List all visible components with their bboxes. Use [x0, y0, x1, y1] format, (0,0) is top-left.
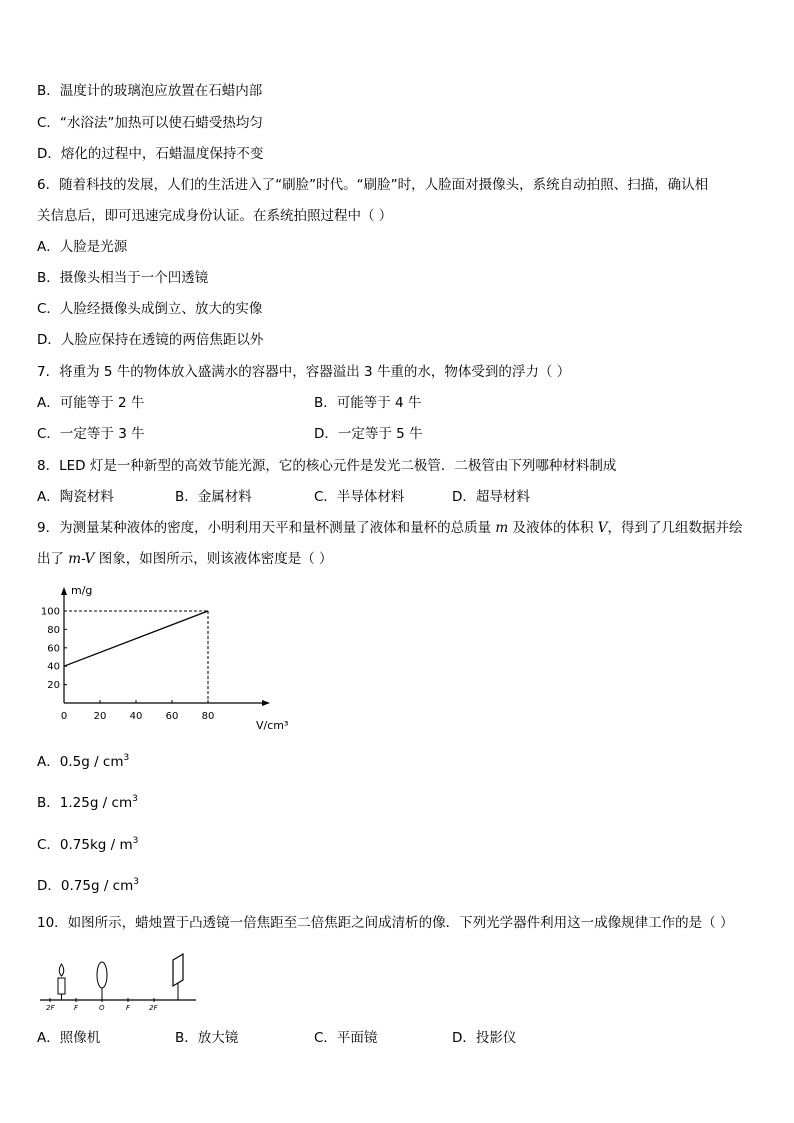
- q9-option-b: [37, 794, 138, 812]
- q9-option-d-text: D．0.75g / cm: [37, 878, 134, 894]
- x-tick-label: 20: [93, 711, 107, 722]
- q9-var-m: m: [495, 520, 509, 536]
- q9-var-mv: m-V: [68, 551, 95, 567]
- q6-stem-line2: 关信息后，即可迅速完成身份认证。在系统拍照过程中（ ）: [37, 208, 393, 224]
- superscript: 3: [123, 753, 130, 763]
- q7-option-c: C．一定等于 3 牛: [37, 426, 145, 442]
- q7-option-d: D．一定等于 5 牛: [314, 426, 423, 442]
- q6-stem-line1: 6．随着科技的发展，人们的生活进入了“刷脸”时代。“刷脸”时，人脸面对摄像头，系统自动拍照、扫描，确认相: [37, 177, 709, 193]
- q8-option-c: C．半导体材料: [314, 489, 405, 505]
- q10-option-a: A．照像机: [37, 1030, 101, 1046]
- q5-option-b: B．温度计的玻璃泡应放置在石蜡内部: [37, 83, 263, 99]
- x-tick-label: 80: [201, 711, 215, 722]
- label-f-left: F: [74, 1004, 79, 1012]
- superscript: 3: [132, 836, 139, 846]
- label-2f-left: 2F: [46, 1004, 55, 1012]
- q9-option-c-text: C．0.75kg / m: [37, 837, 133, 853]
- screen: [173, 954, 183, 986]
- q6-option-a: A．人脸是光源: [37, 239, 128, 255]
- y-axis-label: m/g: [71, 584, 93, 597]
- q7-option-a: A．可能等于 2 牛: [37, 395, 145, 411]
- q9-option-c: [37, 836, 138, 854]
- q9-text: 图象，如图所示，则该液体密度是（ ）: [94, 551, 333, 567]
- q5-option-c: C．“水浴法”加热可以使石蜡受热均匀: [37, 115, 263, 131]
- q9-text: 出了: [37, 551, 69, 567]
- q9-text: 及液体的体积: [508, 520, 598, 536]
- q6-option-d: D．人脸应保持在透镜的两倍焦距以外: [37, 332, 264, 348]
- q9-option-d: [37, 877, 139, 895]
- q9-text: ，得到了几组数据并绘: [607, 520, 743, 536]
- y-tick-label: 100: [40, 606, 60, 618]
- q7-stem: 7．将重为 5 牛的物体放入盛满水的容器中，容器溢出 3 牛重的水，物体受到的浮力（ ）: [37, 364, 571, 380]
- label-o: O: [99, 1004, 105, 1012]
- q5-option-d: D．熔化的过程中，石蜡温度保持不变: [37, 146, 264, 162]
- q6-option-c: C．人脸经摄像头成倒立、放大的实像: [37, 301, 263, 317]
- q9-text: 9．为测量某种液体的密度，小明利用天平和量杯测量了液体和量杯的总质量: [37, 520, 496, 536]
- q9-stem-line1: [37, 519, 743, 537]
- label-f-right: F: [126, 1004, 131, 1012]
- q10-option-d: D．投影仪: [452, 1030, 517, 1046]
- q8-option-b: B．金属材料: [175, 489, 252, 505]
- q9-option-a-text: A．0.5g / cm: [37, 754, 124, 770]
- convex-lens: [97, 962, 107, 988]
- q8-option-d: D．超导材料: [452, 489, 530, 505]
- x-axis-arrow: [262, 700, 270, 706]
- candle-flame: [59, 964, 64, 976]
- y-tick-label: 40: [47, 661, 60, 673]
- q9-var-v: V: [597, 520, 608, 536]
- candle-body: [58, 978, 65, 994]
- q9-stem-line2: [37, 550, 333, 568]
- y-axis-arrow: [61, 587, 67, 595]
- series-line: [64, 611, 208, 666]
- q8-option-a: A．陶瓷材料: [37, 489, 114, 505]
- x-axis-label: V/cm³: [256, 719, 289, 732]
- q8-stem: 8．LED 灯是一种新型的高效节能光源，它的核心元件是发光二极管．二极管由下列哪种材料制成: [37, 458, 617, 474]
- x-tick-label: 60: [165, 711, 179, 722]
- label-2f-right: 2F: [149, 1004, 158, 1012]
- lens-diagram: [38, 950, 203, 1014]
- superscript: 3: [133, 877, 139, 887]
- y-tick-label: 20: [47, 680, 60, 692]
- x-tick-label: 0: [60, 711, 68, 722]
- q10-option-c: C．平面镜: [314, 1030, 378, 1046]
- y-tick-label: 80: [47, 624, 60, 636]
- q9-option-a: [37, 753, 129, 771]
- q7-option-b: B．可能等于 4 牛: [314, 395, 422, 411]
- y-tick-label: 60: [47, 643, 60, 655]
- q6-option-b: B．摄像头相当于一个凹透镜: [37, 270, 209, 286]
- x-tick-label: 40: [129, 711, 143, 722]
- q10-stem: 10．如图所示，蜡烛置于凸透镜一倍焦距至二倍焦距之间成清析的像．下列光学器件利用这一成像规律工作的是（ ）: [37, 915, 734, 931]
- superscript: 3: [132, 794, 138, 804]
- q10-option-b: B．放大镜: [175, 1030, 239, 1046]
- q9-option-b-text: B．1.25g / cm: [37, 795, 133, 811]
- mv-chart: [30, 578, 310, 738]
